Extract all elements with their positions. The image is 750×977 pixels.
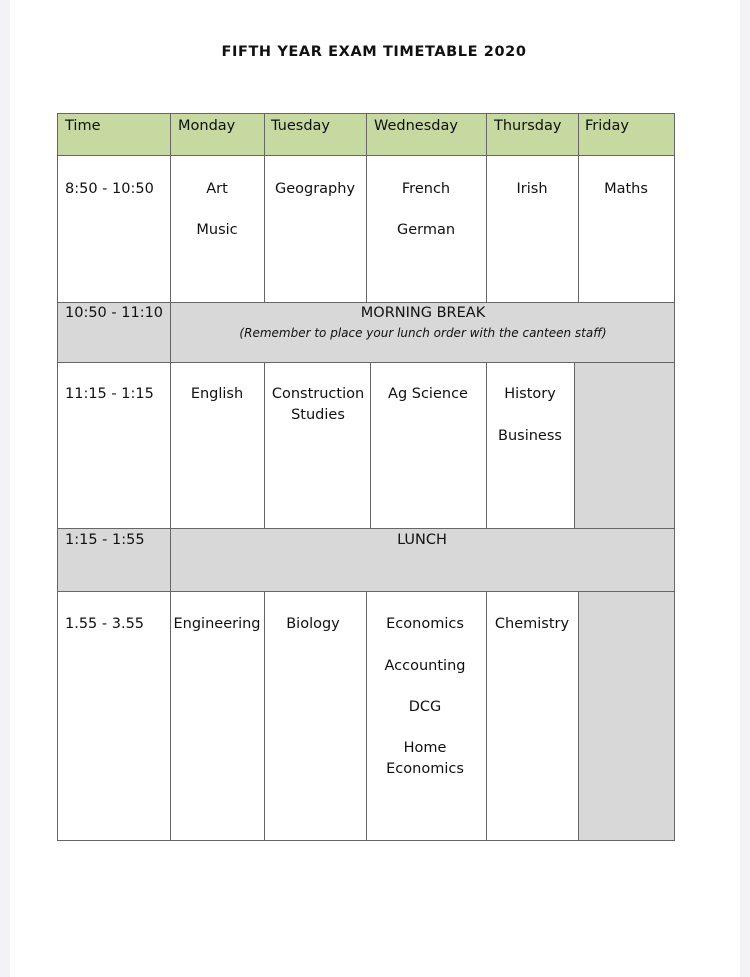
exam-subject: Construction: [271, 386, 365, 402]
grid-line: [366, 591, 367, 841]
grid-line: [674, 113, 675, 841]
exam-subject: Home: [403, 740, 447, 756]
exam-subject: Irish: [516, 181, 548, 197]
header-wednesday: Wednesday: [374, 118, 458, 134]
exam-subject: Accounting: [384, 658, 466, 674]
exam-subject: Biology: [286, 616, 340, 632]
exam-subject: Geography: [274, 181, 356, 197]
grid-line: [578, 591, 579, 841]
friday-empty-cell-5: [578, 591, 675, 841]
header-tuesday: Tuesday: [271, 118, 330, 134]
exam-subject: Music: [196, 222, 238, 238]
grid-line: [170, 113, 171, 841]
grid-line: [264, 113, 265, 302]
grid-line: [574, 362, 575, 528]
header-thursday: Thursday: [494, 118, 562, 134]
exam-subject: Economics: [386, 761, 464, 777]
grid-line: [57, 113, 58, 841]
exam-subject: Ag Science: [388, 386, 468, 402]
grid-line: [57, 528, 675, 529]
exam-subject: Studies: [291, 407, 345, 423]
exam-subject: Engineering: [173, 616, 261, 632]
break-note: (Remember to place your lunch order with the canteen staff): [239, 326, 607, 340]
header-time: Time: [65, 118, 101, 134]
time-slot: 1.55 - 3.55: [65, 616, 145, 632]
grid-line: [486, 113, 487, 302]
header-friday: Friday: [585, 118, 629, 134]
grid-line: [370, 362, 371, 528]
exam-timetable: [57, 113, 675, 841]
exam-subject: Business: [498, 428, 562, 444]
time-slot: 8:50 - 10:50: [65, 181, 154, 197]
time-slot: 1:15 - 1:55: [65, 532, 145, 548]
grid-line: [57, 302, 675, 303]
lunch-label: LUNCH: [397, 532, 447, 548]
exam-subject: English: [190, 386, 244, 402]
grid-line: [264, 591, 265, 841]
exam-subject: Maths: [604, 181, 648, 197]
time-slot: 11:15 - 1:15: [65, 386, 154, 402]
grid-line: [486, 362, 487, 528]
grid-line: [486, 591, 487, 841]
grid-line: [57, 362, 675, 363]
exam-subject: History: [504, 386, 556, 402]
exam-subject: German: [396, 222, 456, 238]
grid-line: [264, 362, 265, 528]
exam-subject: Chemistry: [494, 616, 570, 632]
exam-subject: DCG: [408, 699, 442, 715]
header-monday: Monday: [178, 118, 236, 134]
exam-subject: Art: [206, 181, 228, 197]
page-title: FIFTH YEAR EXAM TIMETABLE 2020: [221, 44, 527, 60]
friday-empty-cell-3: [574, 362, 675, 528]
morning-break-label: MORNING BREAK: [360, 305, 486, 321]
time-slot: 10:50 - 11:10: [65, 305, 164, 321]
exam-subject: Economics: [386, 616, 464, 632]
lunch-row-bg: [57, 528, 675, 591]
grid-line: [578, 113, 579, 302]
grid-line: [366, 113, 367, 302]
exam-subject: French: [401, 181, 451, 197]
